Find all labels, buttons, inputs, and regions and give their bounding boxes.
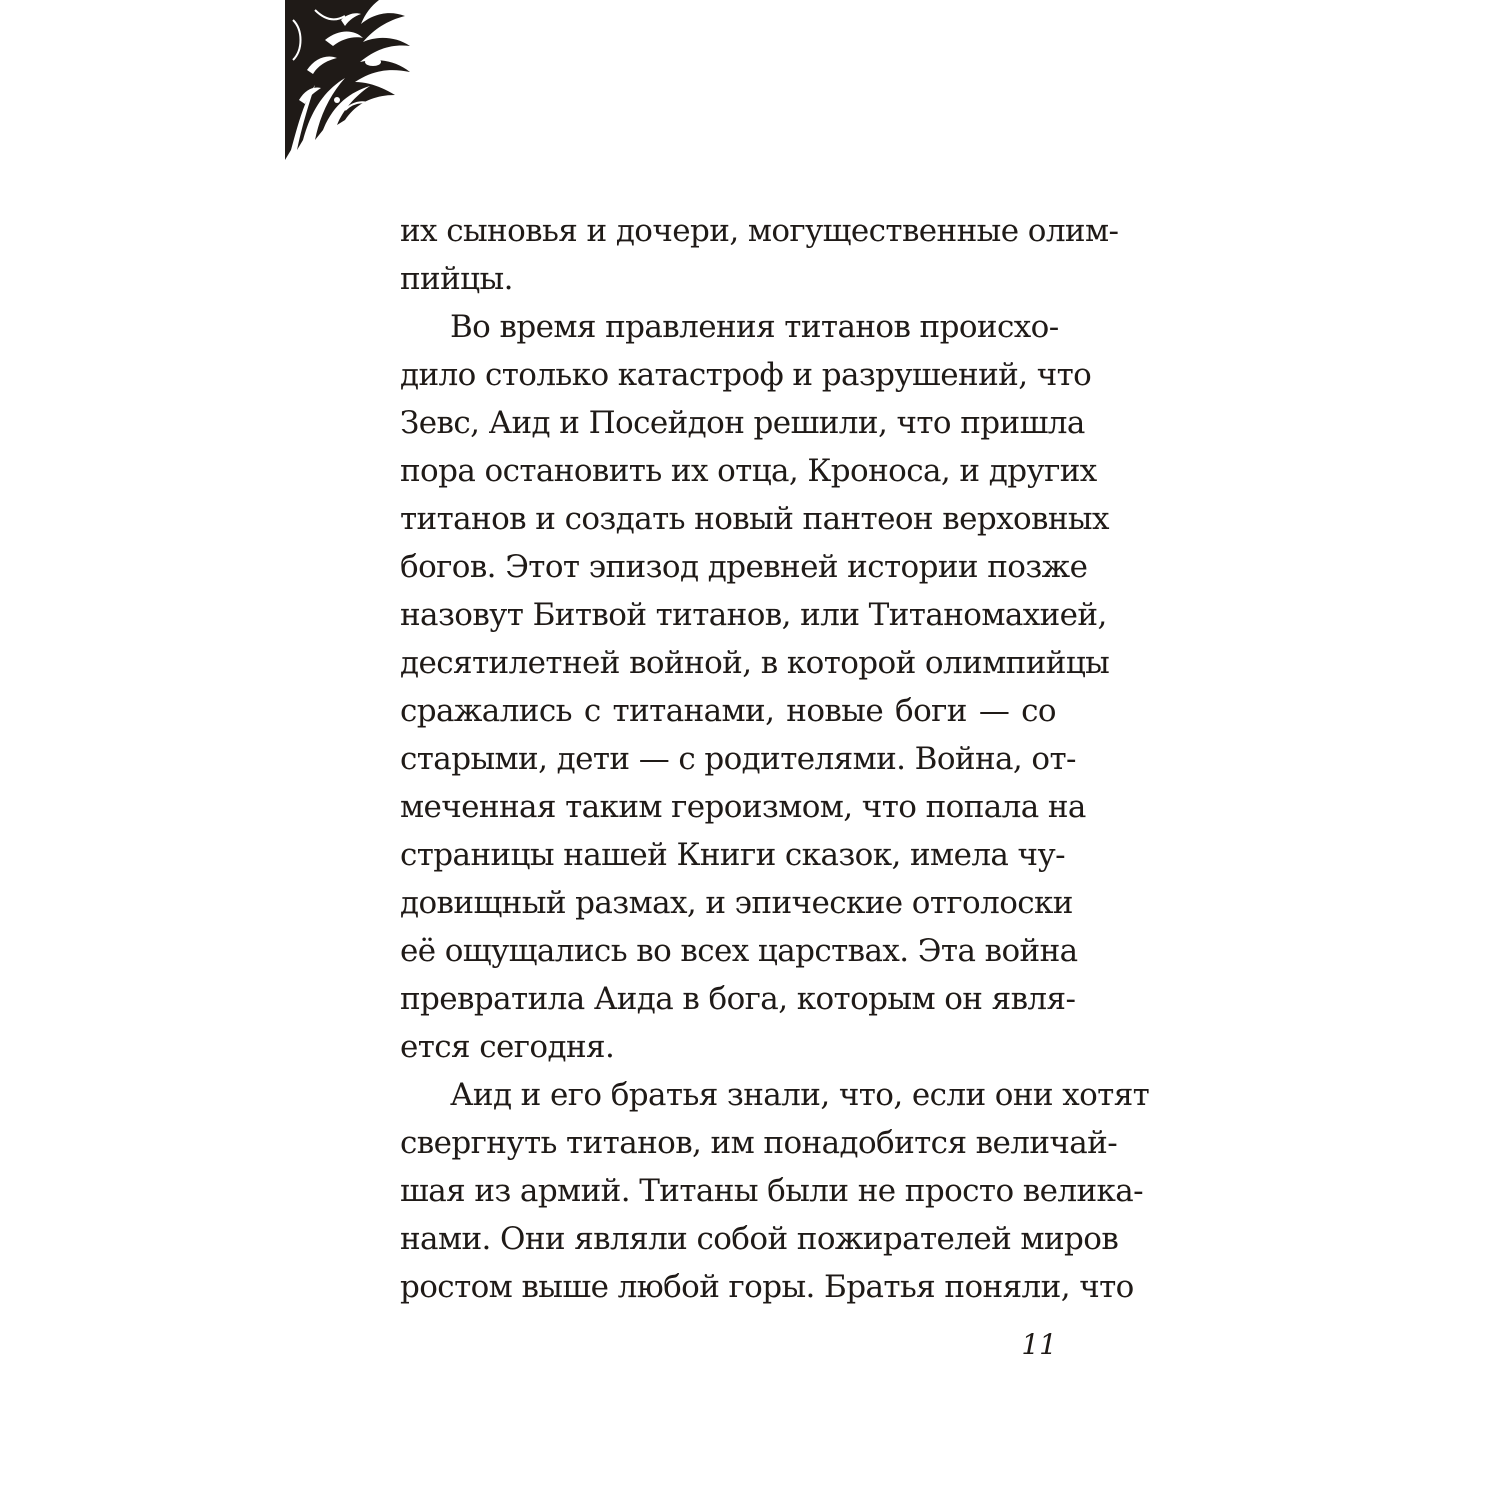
text-line: их сыновья и дочери, могущественные олим- bbox=[400, 213, 1119, 249]
text-line: Зевс, Аид и Посейдон решили, что пришла bbox=[400, 405, 1085, 441]
text-line: шая из армий. Титаны были не просто велика- bbox=[400, 1173, 1144, 1209]
corner-ornament-icon bbox=[285, 0, 410, 160]
text-line: пора остановить их отца, Кроноса, и других bbox=[400, 453, 1097, 489]
text-line: страницы нашей Книги сказок, имела чу- bbox=[400, 837, 1065, 873]
page-number: 11 bbox=[1021, 1328, 1057, 1361]
text-line: Во время правления титанов происхо- bbox=[450, 309, 1059, 345]
text-line: назовут Битвой титанов, или Титаномахией, bbox=[400, 597, 1107, 633]
text-line: пийцы. bbox=[400, 261, 513, 297]
text-line: старыми, дети — с родителями. Война, от- bbox=[400, 741, 1076, 777]
text-line: Аид и его братья знали, что, если они хотят bbox=[450, 1077, 1150, 1113]
text-line: ростом выше любой горы. Братья поняли, что bbox=[400, 1269, 1134, 1305]
text-line: меченная таким героизмом, что попала на bbox=[400, 789, 1086, 825]
text-line: свергнуть титанов, им понадобится величай- bbox=[400, 1125, 1118, 1161]
text-line: титанов и создать новый пантеон верховных bbox=[400, 501, 1109, 537]
text-line: ется сегодня. bbox=[400, 1029, 615, 1065]
text-line: десятилетней войной, в которой олимпийцы bbox=[400, 645, 1110, 681]
text-line: превратила Аида в бога, которым он явля- bbox=[400, 981, 1076, 1017]
text-line: богов. Этот эпизод древней истории позже bbox=[400, 549, 1088, 585]
text-line: дило столько катастроф и разрушений, что bbox=[400, 357, 1092, 393]
text-line: нами. Они являли собой пожирателей миров bbox=[400, 1221, 1119, 1257]
text-line: сражались с титанами, новые боги — со bbox=[400, 693, 1056, 729]
text-line: её ощущались во всех царствах. Эта война bbox=[400, 933, 1078, 969]
text-line: довищный размах, и эпические отголоски bbox=[400, 885, 1073, 921]
body-text bbox=[400, 207, 1150, 1311]
